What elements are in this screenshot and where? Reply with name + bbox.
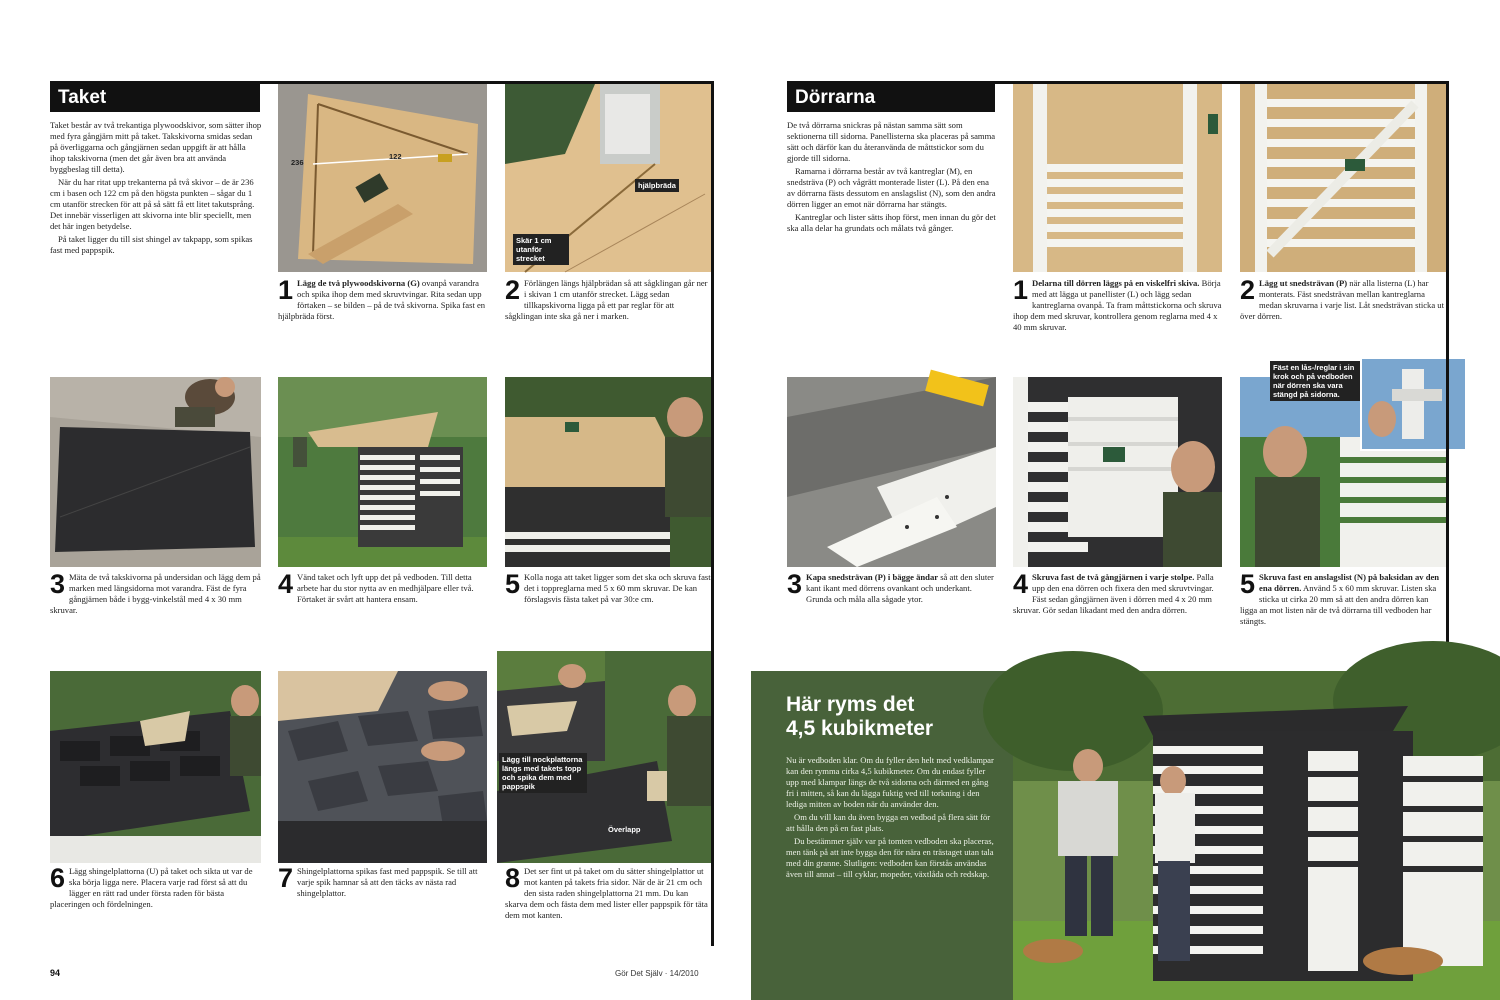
top-rule-left bbox=[50, 81, 713, 84]
right-rule-right bbox=[1446, 81, 1449, 651]
photo-step-5 bbox=[505, 377, 712, 567]
feature-paragraph: Du bestämmer själv var på tomten vedboden ska placeras, men tänk på att inte bygga den för nära en trästaget utan tala med din granne. Slutligen: vedboden kan förstås användas även till annat – till cyklar, mopeder, växtlåda och redskap. bbox=[786, 836, 994, 879]
step-text: Palla upp den ena dörren och fixera den med skruvtvingar. Fäst sedan gångjärnen även i dörren med 4 x 20 mm skruvar. Gör sedan likadant med den andra dörren. bbox=[1013, 572, 1214, 615]
step-text: så att den sluter kant ikant med dörrens ovankant och underkant. Grunda och måla alla sågade ytor. bbox=[806, 572, 994, 604]
intro-paragraph: När du har ritat upp trekanterna på två skivor – de är 236 cm i basen och 122 cm på den högsta punkten – sågar du 1 cm utanför strecken för att på så sätt få ett litet takutsprång. Det innebär visserligen att skivorna inte blir speciellt, men det här ingen betydelse. bbox=[50, 177, 255, 231]
dimension-label-236: 236 bbox=[291, 158, 304, 167]
caption-step-6 bbox=[50, 863, 261, 910]
photo-step-1 bbox=[278, 84, 487, 272]
feature-paragraph: Om du vill kan du även bygga en vedbod på flera sätt för att hålla den på en fast plats. bbox=[786, 812, 991, 833]
caption-step-4 bbox=[278, 569, 487, 605]
magazine-footer: Gör Det Själv · 14/2010 bbox=[615, 969, 699, 978]
step-number: 1 bbox=[278, 275, 294, 305]
step-text: Vänd taket och lyft upp det på vedboden. Till detta arbete har du stor nytta av en medhjälpare eller två. Förtaket är svårt att hantera ensam. bbox=[297, 572, 474, 604]
step-number: 7 bbox=[278, 863, 294, 893]
photo-step-2 bbox=[505, 84, 712, 272]
step-lead: Kapa snedsträvan (P) i bägge ändar bbox=[806, 572, 939, 582]
photo-door-step-4 bbox=[1013, 377, 1222, 567]
section-heading-dorrarna: Dörrarna bbox=[787, 84, 995, 112]
step-text: Kolla noga att taket ligger som det ska och skruva fast det i toppreglarna med 5 x 60 mm skruvar. De kan förslagsvis fästa taket på var 30:e cm. bbox=[524, 572, 711, 604]
step-text: Förlängen längs hjälpbrädan så att sågklingan går ner i skivan 1 cm utanför strecket. Lägg sedan tillkapskivorna ligga på ett par reglar för att sågklingan inte ska gå ner i marken. bbox=[505, 278, 708, 321]
step-lead: Lägg de två plywoodskivorna (G) bbox=[297, 278, 420, 288]
step-number: 2 bbox=[505, 275, 521, 305]
photo-step-3 bbox=[50, 377, 261, 567]
step-number: 4 bbox=[278, 569, 294, 599]
step-lead: Delarna till dörren läggs på en viskelfri skiva. bbox=[1032, 278, 1200, 288]
callout-hinge: Fäst en lås-/reglar i sin krok och på vedboden när dörren ska vara stängd på sidorna. bbox=[1270, 361, 1360, 401]
step-text: när alla listerna (L) har monterats. Fäst snedsträvan mellan kantreglarna medan skruvarna i varje list. Låt snedsträvan sticka ut över dörren. bbox=[1240, 278, 1444, 321]
intro-text-dorrarna bbox=[787, 120, 996, 236]
step-text: Det ser fint ut på taket om du sätter shingelplattor ut mot kanten på takets fria sidor. När de är 21 cm och den sista raden shingelplattorna 21 mm. Du kan skarva dem och fästa dem med lister eller pappspik för täta dem mot kanten. bbox=[505, 866, 708, 920]
intro-text-taket bbox=[50, 120, 262, 258]
caption-door-step-5 bbox=[1240, 569, 1447, 627]
caption-step-3 bbox=[50, 569, 261, 616]
right-rule-left bbox=[711, 81, 714, 946]
intro-paragraph: På taket ligger du till sist shingel av takpapp, som spikas fast med pappspik. bbox=[50, 234, 253, 255]
callout-nockplattor: Lägg till nockplattorna längs med takets topp och spika dem med pappspik bbox=[499, 753, 587, 793]
caption-step-1 bbox=[278, 275, 487, 322]
step-text: Mäta de två takskivorna på undersidan och lägg dem på marken med längsidorna mot varandra. Fäst de fyra gångjärnen både i bygg-vinkelstål med 4 x 30 mm skruvar. bbox=[50, 572, 261, 615]
caption-door-step-2 bbox=[1240, 275, 1447, 322]
step-text: Shingelplattorna spikas fast med pappspik. Se till att varje spik hamnar så att den täcks av nästa rad shingelplattor. bbox=[297, 866, 478, 898]
step-lead: Lägg ut snedsträvan (P) bbox=[1259, 278, 1348, 288]
photo-door-step-5 bbox=[1240, 363, 1447, 567]
step-lead: Skruva fast de två gångjärnen i varje stolpe. bbox=[1032, 572, 1195, 582]
feature-text bbox=[786, 755, 994, 882]
step-text: Börja med att lägga ut panellister (L) och lägg sedan kantreglarna ovanpå. Ta fram måttstickorna och skruva ihop dem med skruvar, kontrollera genom reglarna med 4 x 40 mm skruvar. bbox=[1013, 278, 1222, 332]
photo-door-step-1 bbox=[1013, 84, 1222, 272]
top-rule-right bbox=[787, 81, 1449, 84]
photo-door-step-2 bbox=[1240, 84, 1447, 272]
step-number: 4 bbox=[1013, 569, 1029, 599]
callout-skar: Skär 1 cm utanför strecket bbox=[513, 234, 569, 265]
photo-step-8 bbox=[497, 651, 712, 863]
step-number: 3 bbox=[50, 569, 66, 599]
feature-title-line-1: Här ryms det bbox=[786, 693, 915, 716]
photo-step-4 bbox=[278, 377, 487, 567]
intro-paragraph: De två dörrarna snickras på nästan samma sätt som sektionerna till sidorna. Panellisterna ska placeras på samma sätt och därför kan du återanvända de måttstickor som du gjorde till sidorna. bbox=[787, 120, 996, 163]
caption-step-5 bbox=[505, 569, 712, 605]
intro-paragraph: Ramarna i dörrarna består av två kantreglar (M), en snedsträva (P) och vågrätt monterade lister (L). På den ena av dörrarna fästs dessutom en anslagslist (N), som den andra dörren ligger an emot när dörrarna har stängts. bbox=[787, 166, 996, 209]
photo-step-7 bbox=[278, 671, 487, 863]
page-number: 94 bbox=[50, 968, 61, 978]
step-number: 5 bbox=[1240, 569, 1256, 599]
caption-door-step-4 bbox=[1013, 569, 1222, 616]
step-number: 6 bbox=[50, 863, 66, 893]
dimension-label-122: 122 bbox=[389, 152, 402, 161]
step-text: ovanpå varandra och spika ihop dem med skruvtvingar. Rita sedan upp förtaken – se bilden – på de två skivorna. Spika fast en hjälpbräda först. bbox=[278, 278, 486, 321]
step-number: 5 bbox=[505, 569, 521, 599]
step-number: 1 bbox=[1013, 275, 1029, 305]
step-number: 2 bbox=[1240, 275, 1256, 305]
photo-door-step-3 bbox=[787, 377, 996, 567]
caption-step-2 bbox=[505, 275, 712, 322]
inset-photo-hinge bbox=[1360, 357, 1467, 451]
callout-hjalpbrada: hjälpbräda bbox=[635, 179, 679, 192]
intro-paragraph: Kantreglar och lister sätts ihop först, men innan du gör det ska alla delar ha grundats och målats två gånger. bbox=[787, 212, 996, 233]
feature-paragraph: Nu är vedboden klar. Om du fyller den helt med vedklampar kan den rymma cirka 4,5 kubikmeter. Om du endast fyller upp med klampar längs de två sidorna och därmed en gång fri i mitten, så kan du lägga fuktig ved till torkning i den lediga mitten av boden när du använder den. bbox=[786, 755, 994, 809]
step-text: Lägg shingelplattorna (U) på taket och sikta ut var de ska börja ligga nere. Placera varje rad först så att du lägger en rätt rad under första raden för bästa placeringen och fördelningen. bbox=[50, 866, 253, 909]
caption-step-8 bbox=[505, 863, 712, 921]
section-heading-taket: Taket bbox=[50, 84, 260, 112]
intro-paragraph: Taket består av två trekantiga plywoodskivor, som sätter ihop med fyra gångjärn mitt på taket. Takskivorna smidas sedan på överliggarna och gångjärnen sedan uppgift är att hålla ihop takskivorna (men det går även bra att använda byggbeslag till detta). bbox=[50, 120, 262, 174]
callout-overlapp: Överlapp bbox=[608, 825, 641, 834]
step-text: Använd 5 x 60 mm skruvar. Listen ska sticka ut cirka 20 mm så att den andra dörren kan ligga an mot listen när de två dörrarna till vedboden har stängts. bbox=[1240, 583, 1437, 626]
photo-step-6 bbox=[50, 671, 261, 863]
caption-door-step-1 bbox=[1013, 275, 1222, 333]
feature-title-line-2: 4,5 kubikmeter bbox=[786, 717, 934, 740]
caption-step-7 bbox=[278, 863, 487, 899]
step-number: 8 bbox=[505, 863, 521, 893]
caption-door-step-3 bbox=[787, 569, 996, 605]
feature-title bbox=[786, 693, 1006, 741]
hero-photo-woodshed bbox=[1013, 671, 1500, 1000]
step-lead: Skruva fast en anslagslist (N) på baksidan av den ena dörren. bbox=[1259, 572, 1440, 593]
step-number: 3 bbox=[787, 569, 803, 599]
